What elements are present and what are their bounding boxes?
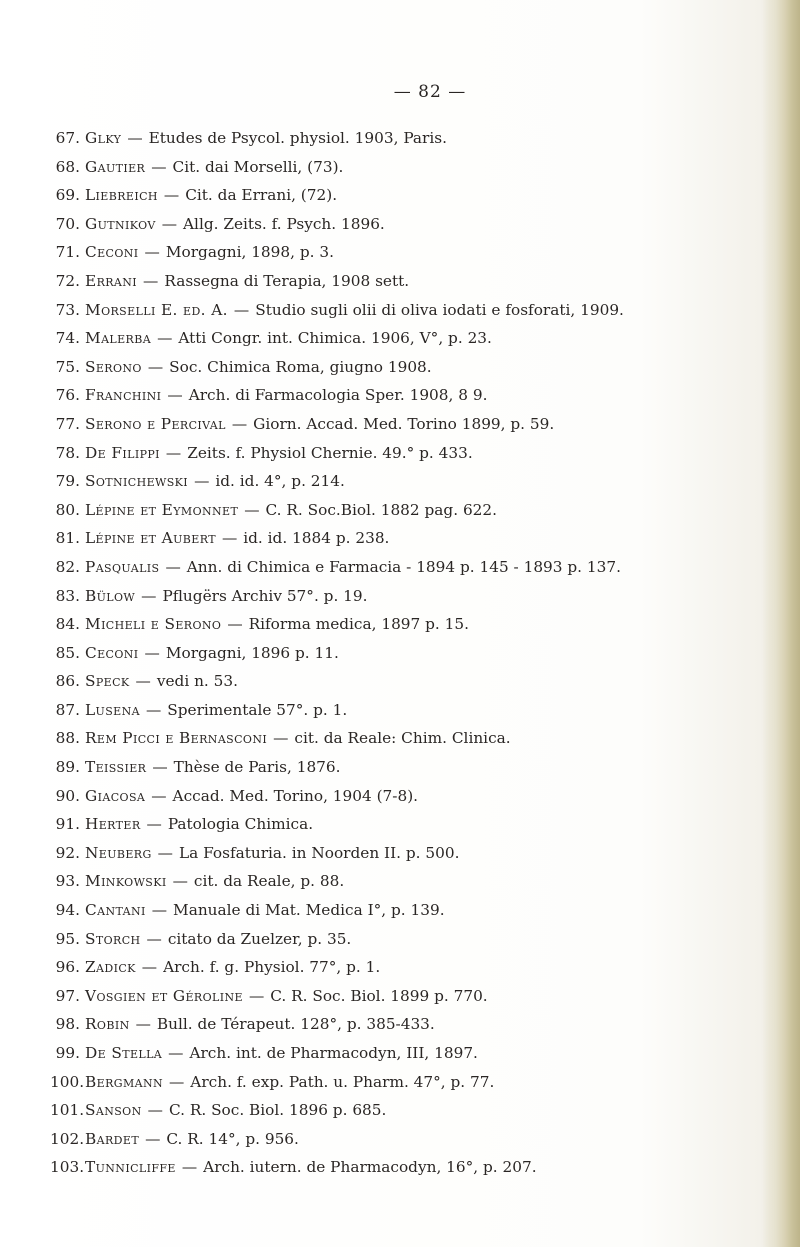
reference-author: Teissier (85, 758, 147, 777)
reference-number: 95. (55, 929, 80, 948)
reference-number: 74. (55, 329, 80, 348)
reference-item (50, 582, 775, 611)
reference-author: Bergmann (85, 1072, 163, 1091)
reference-text: id. id. 4°, p. 214. (215, 472, 345, 491)
reference-list (50, 124, 775, 1182)
reference-number: 79. (55, 472, 80, 491)
reference-author: De Stella (85, 1044, 163, 1062)
reference-item (50, 553, 775, 582)
reference-separator: — (227, 615, 243, 634)
reference-number: 94. (55, 901, 80, 920)
reference-text: Thèse de Paris, 1876. (173, 758, 341, 777)
reference-separator: — (146, 815, 162, 834)
reference-number: 84. (55, 615, 80, 634)
reference-text: C. R. Soc.Biol. 1882 pag. 622. (265, 500, 498, 519)
reference-separator: — (152, 758, 168, 777)
reference-item (50, 439, 775, 468)
reference-author: Bülow (85, 586, 136, 605)
reference-item (50, 782, 775, 811)
reference-author: Speck (85, 672, 130, 691)
reference-number: 87. (55, 700, 80, 719)
reference-separator: — (147, 357, 164, 376)
reference-separator: — (141, 586, 157, 605)
reference-item (50, 696, 775, 725)
reference-separator: — (157, 843, 173, 862)
reference-number: 78. (55, 443, 80, 462)
reference-number: 82. (55, 557, 80, 576)
reference-item (50, 1153, 775, 1182)
reference-item (50, 839, 775, 868)
reference-item (50, 496, 775, 525)
reference-number: 92. (55, 843, 80, 862)
reference-author: Gautier (85, 157, 146, 176)
reference-separator: — (144, 643, 160, 662)
reference-author: Morselli E. ed. A. (85, 300, 228, 319)
reference-text: Giorn. Accad. Med. Torino 1899, p. 59. (253, 414, 555, 433)
reference-author: Lépine et Eymonnet (85, 500, 239, 519)
reference-number: 91. (55, 815, 80, 834)
reference-item (50, 896, 775, 925)
reference-item (50, 1068, 775, 1097)
reference-author: Herter (85, 815, 141, 834)
reference-text: Atti Congr. int. Chimica. 1906, V°, p. 23. (178, 329, 492, 348)
reference-number: 73. (55, 300, 80, 319)
reference-text: Accad. Med. Torino, 1904 (7-8). (172, 786, 419, 805)
reference-text: Cit. da Errani, (72). (185, 186, 338, 205)
reference-text: Arch. iutern. de Pharmacodyn, 16°, p. 207. (203, 1158, 537, 1177)
reference-item (50, 1096, 775, 1125)
reference-author: Liebreich (85, 186, 158, 205)
reference-text: cit. da Reale: Chim. Clinica. (294, 729, 511, 748)
reference-separator: — (141, 958, 158, 977)
reference-item (50, 925, 775, 954)
reference-separator: — (273, 729, 289, 748)
reference-separator: — (172, 872, 188, 891)
reference-separator: — (145, 700, 162, 719)
reference-number: 68. (55, 157, 80, 176)
page-number: — 82 — (393, 82, 467, 102)
reference-separator: — (168, 1044, 184, 1062)
reference-author: Ceconi (85, 643, 139, 662)
reference-separator: — (144, 243, 160, 262)
reference-number: 75. (55, 357, 80, 376)
reference-item (50, 181, 775, 210)
reference-number: 102. (50, 1129, 85, 1148)
reference-text: C. R. 14°, p. 956. (166, 1129, 299, 1148)
reference-separator: — (151, 786, 167, 805)
reference-separator: — (248, 986, 265, 1005)
reference-separator: — (135, 672, 151, 691)
reference-item (50, 953, 775, 982)
reference-number: 72. (55, 271, 80, 290)
reference-number: 93. (55, 872, 80, 891)
reference-text: Arch. f. g. Physiol. 77°, p. 1. (163, 958, 381, 977)
reference-author: De Filippi (85, 443, 160, 462)
reference-separator: — (194, 472, 210, 491)
reference-number: 90. (55, 786, 80, 805)
reference-item (50, 324, 775, 353)
reference-author: Minkowski (85, 872, 167, 891)
reference-number: 67. (55, 129, 80, 147)
reference-separator: — (161, 214, 177, 233)
reference-text: Ann. di Chimica e Farmacia - 1894 p. 145 - 1893 p. 137. (186, 557, 621, 576)
reference-separator: — (151, 901, 168, 920)
reference-author: Lusena (85, 700, 140, 719)
reference-number: 76. (55, 386, 80, 405)
reference-item (50, 867, 775, 896)
reference-number: 98. (55, 1015, 80, 1034)
reference-separator: — (163, 186, 180, 205)
reference-number: 103. (50, 1158, 85, 1177)
reference-number: 83. (55, 586, 80, 605)
reference-number: 89. (55, 758, 80, 777)
reference-author: Franchini (85, 386, 162, 405)
reference-separator: — (147, 1101, 163, 1120)
reference-author: Cantani (85, 901, 146, 920)
reference-item (50, 810, 775, 839)
reference-author: Vosgien et Géroline (85, 986, 243, 1005)
reference-separator: — (221, 529, 238, 548)
reference-text: citato da Zuelzer, p. 35. (167, 929, 352, 948)
reference-author: Pasqualis (85, 557, 160, 576)
reference-author: Serono (85, 357, 142, 376)
reference-author: Gutnikov (85, 214, 156, 233)
reference-number: 69. (55, 186, 80, 205)
reference-author: Ceconi (85, 243, 139, 262)
reference-text: Allg. Zeits. f. Psych. 1896. (183, 214, 385, 233)
reference-text: Cit. dai Morselli, (73). (172, 157, 344, 176)
reference-text: Arch. di Farmacologia Sper. 1908, 8 9. (188, 386, 488, 405)
reference-number: 96. (55, 958, 80, 977)
reference-text: Bull. de Térapeut. 128°, p. 385-433. (156, 1015, 435, 1034)
reference-text: La Fosfaturia. in Noorden II. p. 500. (178, 843, 460, 862)
reference-text: id. id. 1884 p. 238. (243, 529, 390, 548)
reference-item (50, 467, 775, 496)
reference-separator: — (146, 929, 162, 948)
reference-separator: — (157, 329, 173, 348)
reference-text: C. R. Soc. Biol. 1899 p. 770. (270, 986, 488, 1005)
reference-separator: — (231, 414, 248, 433)
reference-author: Bardet (85, 1129, 140, 1148)
reference-text: C. R. Soc. Biol. 1896 p. 685. (168, 1101, 387, 1120)
reference-author: Lépine et Aubert (85, 529, 216, 548)
reference-author: Giacosa (85, 786, 146, 805)
reference-item (50, 610, 775, 639)
reference-number: 101. (50, 1101, 85, 1120)
reference-separator: — (181, 1158, 198, 1177)
reference-item (50, 410, 775, 439)
reference-separator: — (143, 271, 159, 290)
reference-item (50, 724, 775, 753)
reference-text: Soc. Chimica Roma, giugno 1908. (169, 357, 432, 376)
reference-author: Rem Picci e Bernasconi (85, 729, 268, 748)
reference-text: Morgagni, 1898, p. 3. (165, 243, 334, 262)
reference-number: 80. (55, 500, 80, 519)
reference-text: Rassegna di Terapia, 1908 sett. (164, 271, 410, 290)
reference-author: Robin (85, 1015, 130, 1034)
reference-author: Glky (85, 129, 122, 147)
reference-item (50, 1039, 775, 1068)
reference-item (50, 153, 775, 182)
reference-text: Morgagni, 1896 p. 11. (165, 643, 339, 662)
reference-text: Patologia Chimica. (167, 815, 314, 834)
reference-text: Pflugërs Archiv 57°. p. 19. (162, 586, 368, 605)
reference-author: Micheli e Serono (85, 615, 222, 634)
reference-number: 88. (55, 729, 80, 748)
reference-author: Errani (85, 271, 138, 290)
reference-item (50, 353, 775, 382)
reference-number: 71. (55, 243, 80, 262)
reference-text: Arch. int. de Pharmacodyn, III, 1897. (189, 1044, 478, 1062)
reference-number: 77. (55, 414, 80, 433)
reference-item (50, 210, 775, 239)
reference-item (50, 124, 775, 153)
reference-text: cit. da Reale, p. 88. (193, 872, 345, 891)
reference-separator: — (233, 300, 250, 319)
reference-item (50, 381, 775, 410)
reference-item (50, 524, 775, 553)
reference-author: Neuberg (85, 843, 152, 862)
reference-separator: — (135, 1015, 151, 1034)
reference-number: 81. (55, 529, 80, 548)
reference-separator: — (127, 129, 143, 147)
reference-separator: — (244, 500, 260, 519)
reference-text: Zeits. f. Physiol Chernie. 49.° p. 433. (187, 443, 473, 462)
reference-separator: — (167, 386, 183, 405)
reference-number: 86. (55, 672, 80, 691)
reference-item (50, 296, 775, 325)
reference-item (50, 639, 775, 668)
reference-item (50, 1010, 775, 1039)
reference-author: Malerba (85, 329, 152, 348)
reference-text: vedi n. 53. (156, 672, 238, 691)
reference-separator: — (169, 1072, 185, 1091)
reference-number: 70. (55, 214, 80, 233)
reference-author: Zadick (85, 958, 136, 977)
reference-number: 99. (55, 1044, 80, 1062)
reference-number: 100. (50, 1072, 85, 1091)
reference-text: Studio sugli olii di oliva iodati e fosforati, 1909. (255, 300, 624, 319)
reference-text: Sperimentale 57°. p. 1. (167, 700, 348, 719)
reference-separator: — (165, 557, 181, 576)
reference-text: Manuale di Mat. Medica I°, p. 139. (173, 901, 445, 920)
reference-separator: — (151, 157, 167, 176)
reference-item (50, 982, 775, 1011)
reference-item (50, 753, 775, 782)
reference-number: 97. (55, 986, 80, 1005)
reference-author: Storch (85, 929, 141, 948)
reference-author: Serono e Percival (85, 414, 226, 433)
reference-text: Riforma medica, 1897 p. 15. (248, 615, 469, 634)
reference-author: Sanson (85, 1101, 142, 1120)
reference-author: Tunnicliffe (85, 1158, 176, 1177)
reference-author: Sotnichewski (85, 472, 189, 491)
reference-item (50, 1125, 775, 1154)
reference-separator: — (145, 1129, 161, 1148)
reference-number: 85. (55, 643, 80, 662)
reference-text: Arch. f. exp. Path. u. Pharm. 47°, p. 77. (190, 1072, 495, 1091)
reference-item (50, 667, 775, 696)
reference-item (50, 267, 775, 296)
reference-item (50, 238, 775, 267)
reference-text: Etudes de Psycol. physiol. 1903, Paris. (148, 129, 447, 147)
reference-separator: — (165, 443, 182, 462)
